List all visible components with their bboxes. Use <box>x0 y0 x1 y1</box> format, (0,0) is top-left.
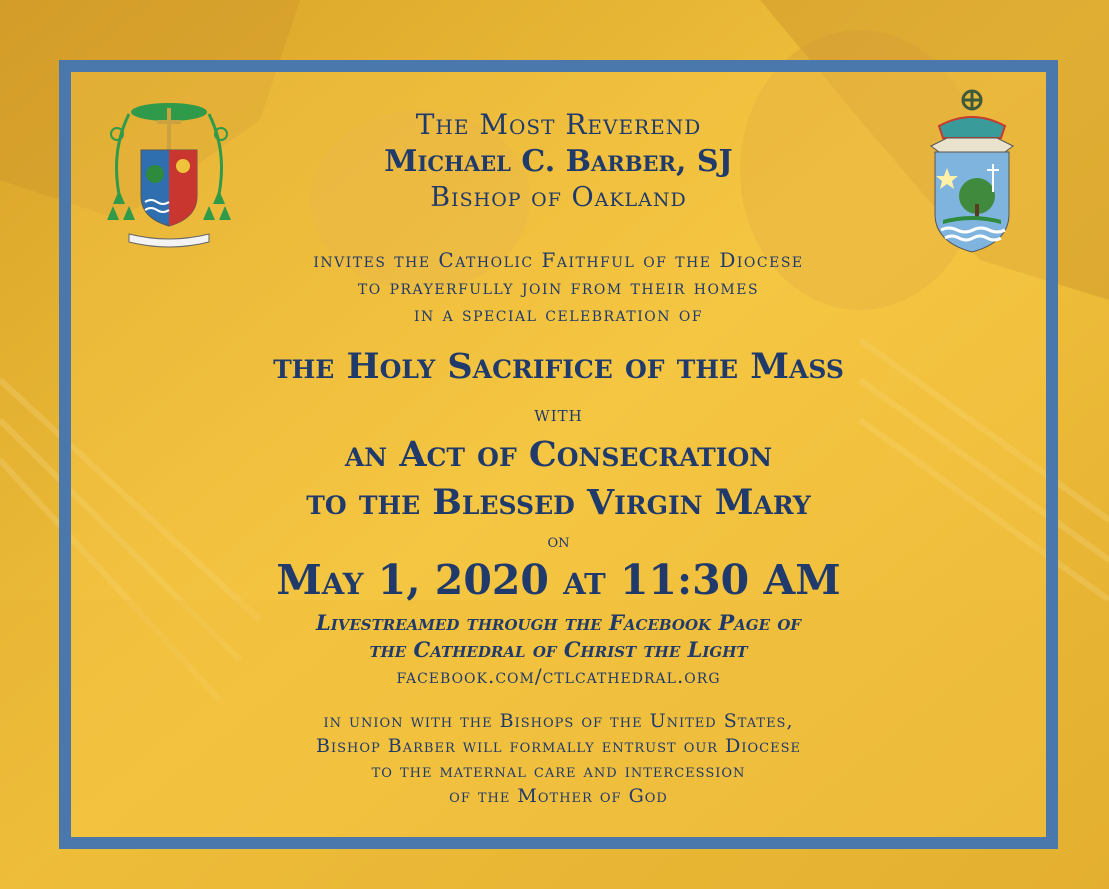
invite-line-1: invites the Catholic Faithful of the Diocese <box>313 248 804 272</box>
stream-line-2: the Cathedral of Christ the Light <box>369 637 748 662</box>
connector-with: with <box>534 402 583 426</box>
closing-line-3: to the maternal care and intercession <box>371 760 746 782</box>
closing-line-1: in union with the Bishops of the United States, <box>323 710 794 732</box>
event-sub-line-1: an Act of Consecration <box>344 434 773 475</box>
connector-on: on <box>547 530 570 552</box>
closing-line-4: of the Mother of God <box>449 785 668 807</box>
stream-line-1: Livestreamed through the Facebook Page of <box>315 610 802 635</box>
invite-line-3: in a special celebration of <box>413 302 704 326</box>
facebook-link[interactable]: facebook.com/ctlcathedral.org <box>396 664 721 688</box>
invitation-card <box>59 60 1058 849</box>
event-datetime: May 1, 2020 at 11:30 AM <box>276 556 841 604</box>
event-main-title: the Holy Sacrifice of the Mass <box>273 346 844 387</box>
event-sub-line-2: to the Blessed Virgin Mary <box>306 482 811 523</box>
bishop-name: Michael C. Barber, SJ <box>384 144 733 179</box>
closing-line-2: Bishop Barber will formally entrust our Diocese <box>315 735 801 757</box>
bishop-role: Bishop of Oakland <box>430 182 687 213</box>
invite-line-2: to prayerfully join from their homes <box>357 275 760 299</box>
title-line: The Most Reverend <box>415 108 702 141</box>
